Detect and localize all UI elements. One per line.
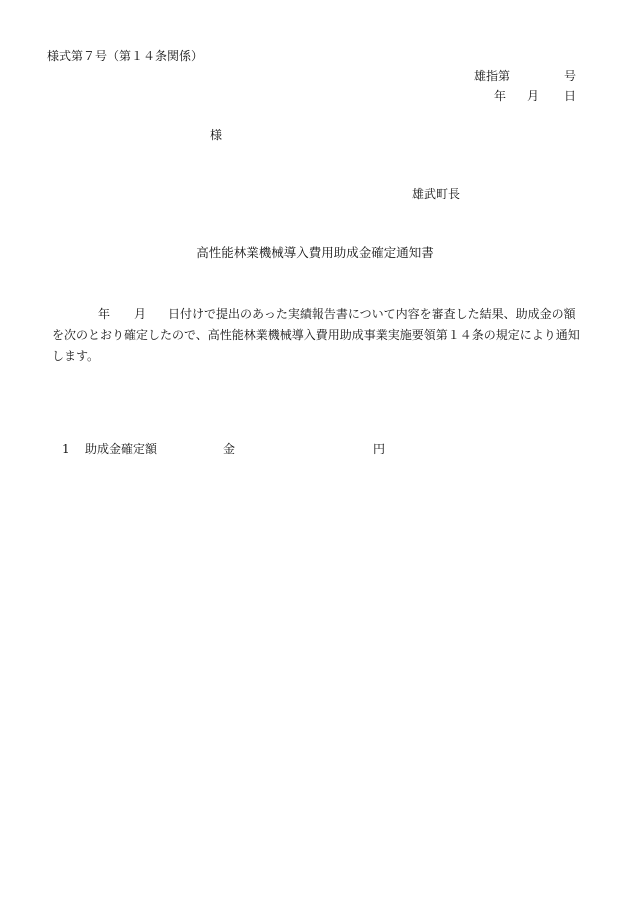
item-number: 1	[62, 442, 70, 456]
date-year-label: 年	[494, 89, 507, 103]
document-title: 高性能林業機械導入費用助成金確定通知書	[196, 245, 434, 260]
item-currency-prefix: 金	[223, 442, 236, 456]
sender-name: 雄武町長	[412, 187, 461, 201]
item-label: 助成金確定額	[85, 442, 158, 456]
body-month-label: 月	[134, 307, 147, 321]
date-month-label: 月	[527, 89, 540, 103]
recipient-honorific: 様	[210, 128, 223, 142]
document-number-label: 雄指第	[474, 69, 511, 83]
form-number: 様式第７号（第１４条関係）	[47, 49, 204, 63]
date-day-label: 日	[564, 89, 577, 103]
document-number-suffix: 号	[564, 69, 577, 83]
item-unit: 円	[373, 442, 386, 456]
body-year-label: 年	[98, 307, 111, 321]
body-paragraph	[52, 304, 582, 367]
body-text-rest: 日付けで提出のあった実績報告書について内容を審査した結果、助成金の額を次のとおり確定したので、高性能林業機械導入費用助成事業実施要領第１４条の規定により通知します。	[52, 307, 580, 363]
